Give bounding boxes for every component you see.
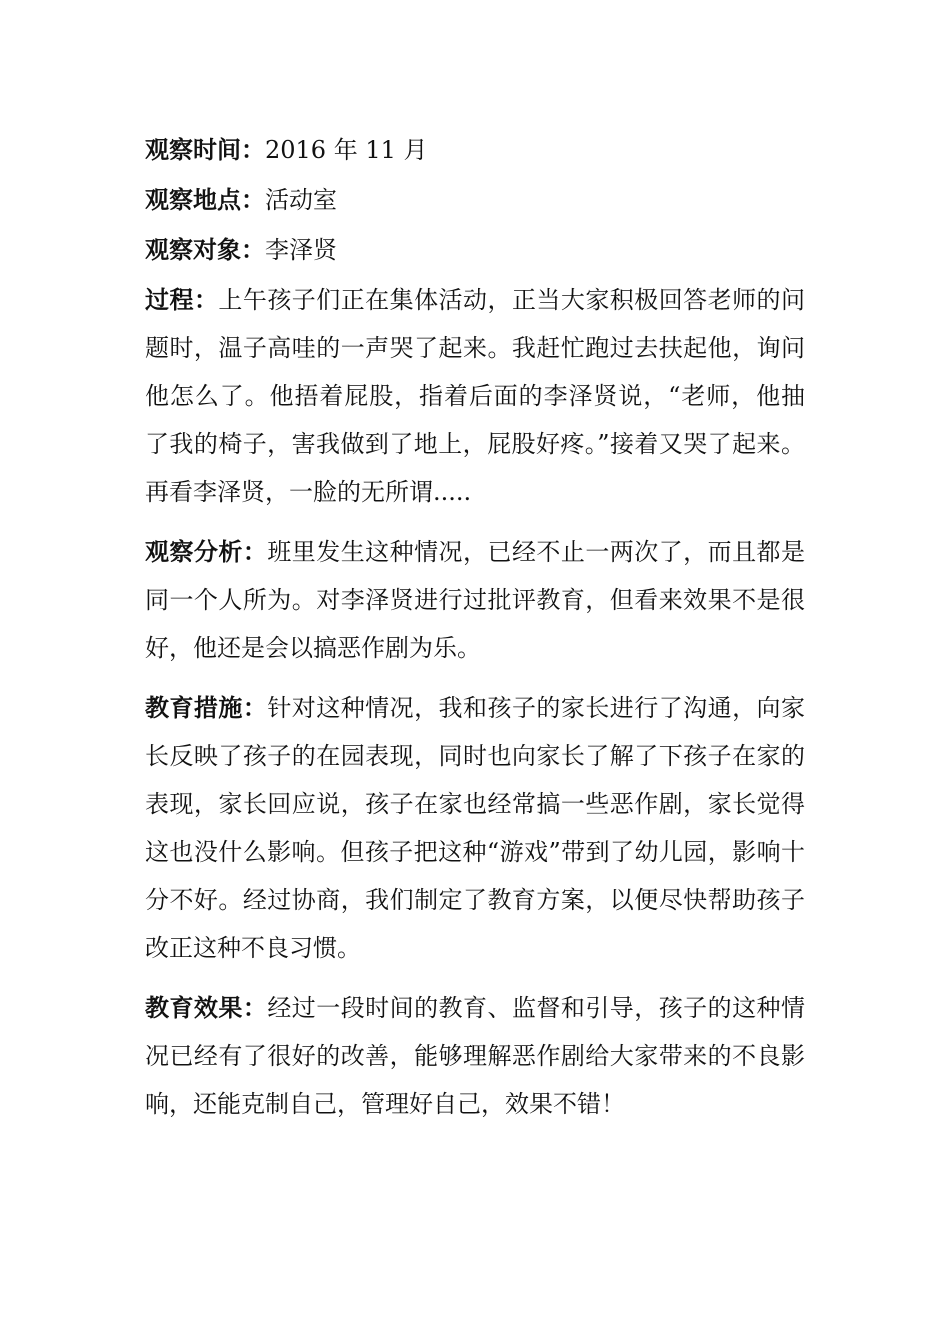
colon: ：: [241, 236, 265, 264]
observation-time-label: 观察时间: [145, 136, 241, 164]
process-paragraph: [145, 276, 805, 516]
colon: ：: [193, 286, 219, 314]
process-text: 上午孩子们正在集体活动，正当大家积极回答老师的问题时，温子高哇的一声哭了起来。我赶忙跑过去扶起他，询问他怎么了。他捂着屁股，指着后面的李泽贤说，“老师，他抽了我的椅子，害我做到了地上，屁股好疼。”接着又哭了起来。再看李泽贤，一脸的无所谓.....: [145, 286, 806, 506]
effect-text: 经过一段时间的教育、监督和引导，孩子的这种情况已经有了很好的改善，能够理解恶作剧给大家带来的不良影响，还能克制自己，管理好自己，效果不错！: [145, 994, 806, 1118]
document-page: [145, 126, 805, 1140]
colon: ：: [242, 694, 268, 722]
observation-place-row: [145, 176, 805, 224]
colon: ：: [241, 186, 265, 214]
effect-paragraph: [145, 984, 805, 1128]
analysis-paragraph: [145, 528, 805, 672]
observation-time-row: [145, 126, 805, 174]
observation-subject-row: [145, 226, 805, 274]
observation-place-label: 观察地点: [145, 186, 241, 214]
analysis-text: 班里发生这种情况，已经不止一两次了，而且都是同一个人所为。对李泽贤进行过批评教育，但看来效果不是很好，他还是会以搞恶作剧为乐。: [145, 538, 806, 662]
observation-subject-value: 李泽贤: [265, 236, 337, 264]
effect-label: 教育效果: [145, 994, 243, 1022]
colon: ：: [242, 538, 268, 566]
process-label: 过程: [145, 286, 194, 314]
observation-subject-label: 观察对象: [145, 236, 241, 264]
observation-time-value: 2016 年 11 月: [265, 136, 428, 164]
observation-place-value: 活动室: [265, 186, 337, 214]
measures-label: 教育措施: [145, 694, 243, 722]
analysis-label: 观察分析: [145, 538, 243, 566]
colon: ：: [242, 994, 268, 1022]
measures-text: 针对这种情况，我和孩子的家长进行了沟通，向家长反映了孩子的在园表现，同时也向家长了解了下孩子在家的表现，家长回应说，孩子在家也经常搞一些恶作剧，家长觉得这也没什么影响。但孩子把这种“游戏”带到了幼儿园，影响十分不好。经过协商，我们制定了教育方案，以便尽快帮助孩子改正这种不良习惯。: [145, 694, 806, 962]
measures-paragraph: [145, 684, 805, 972]
colon: ：: [241, 136, 265, 164]
